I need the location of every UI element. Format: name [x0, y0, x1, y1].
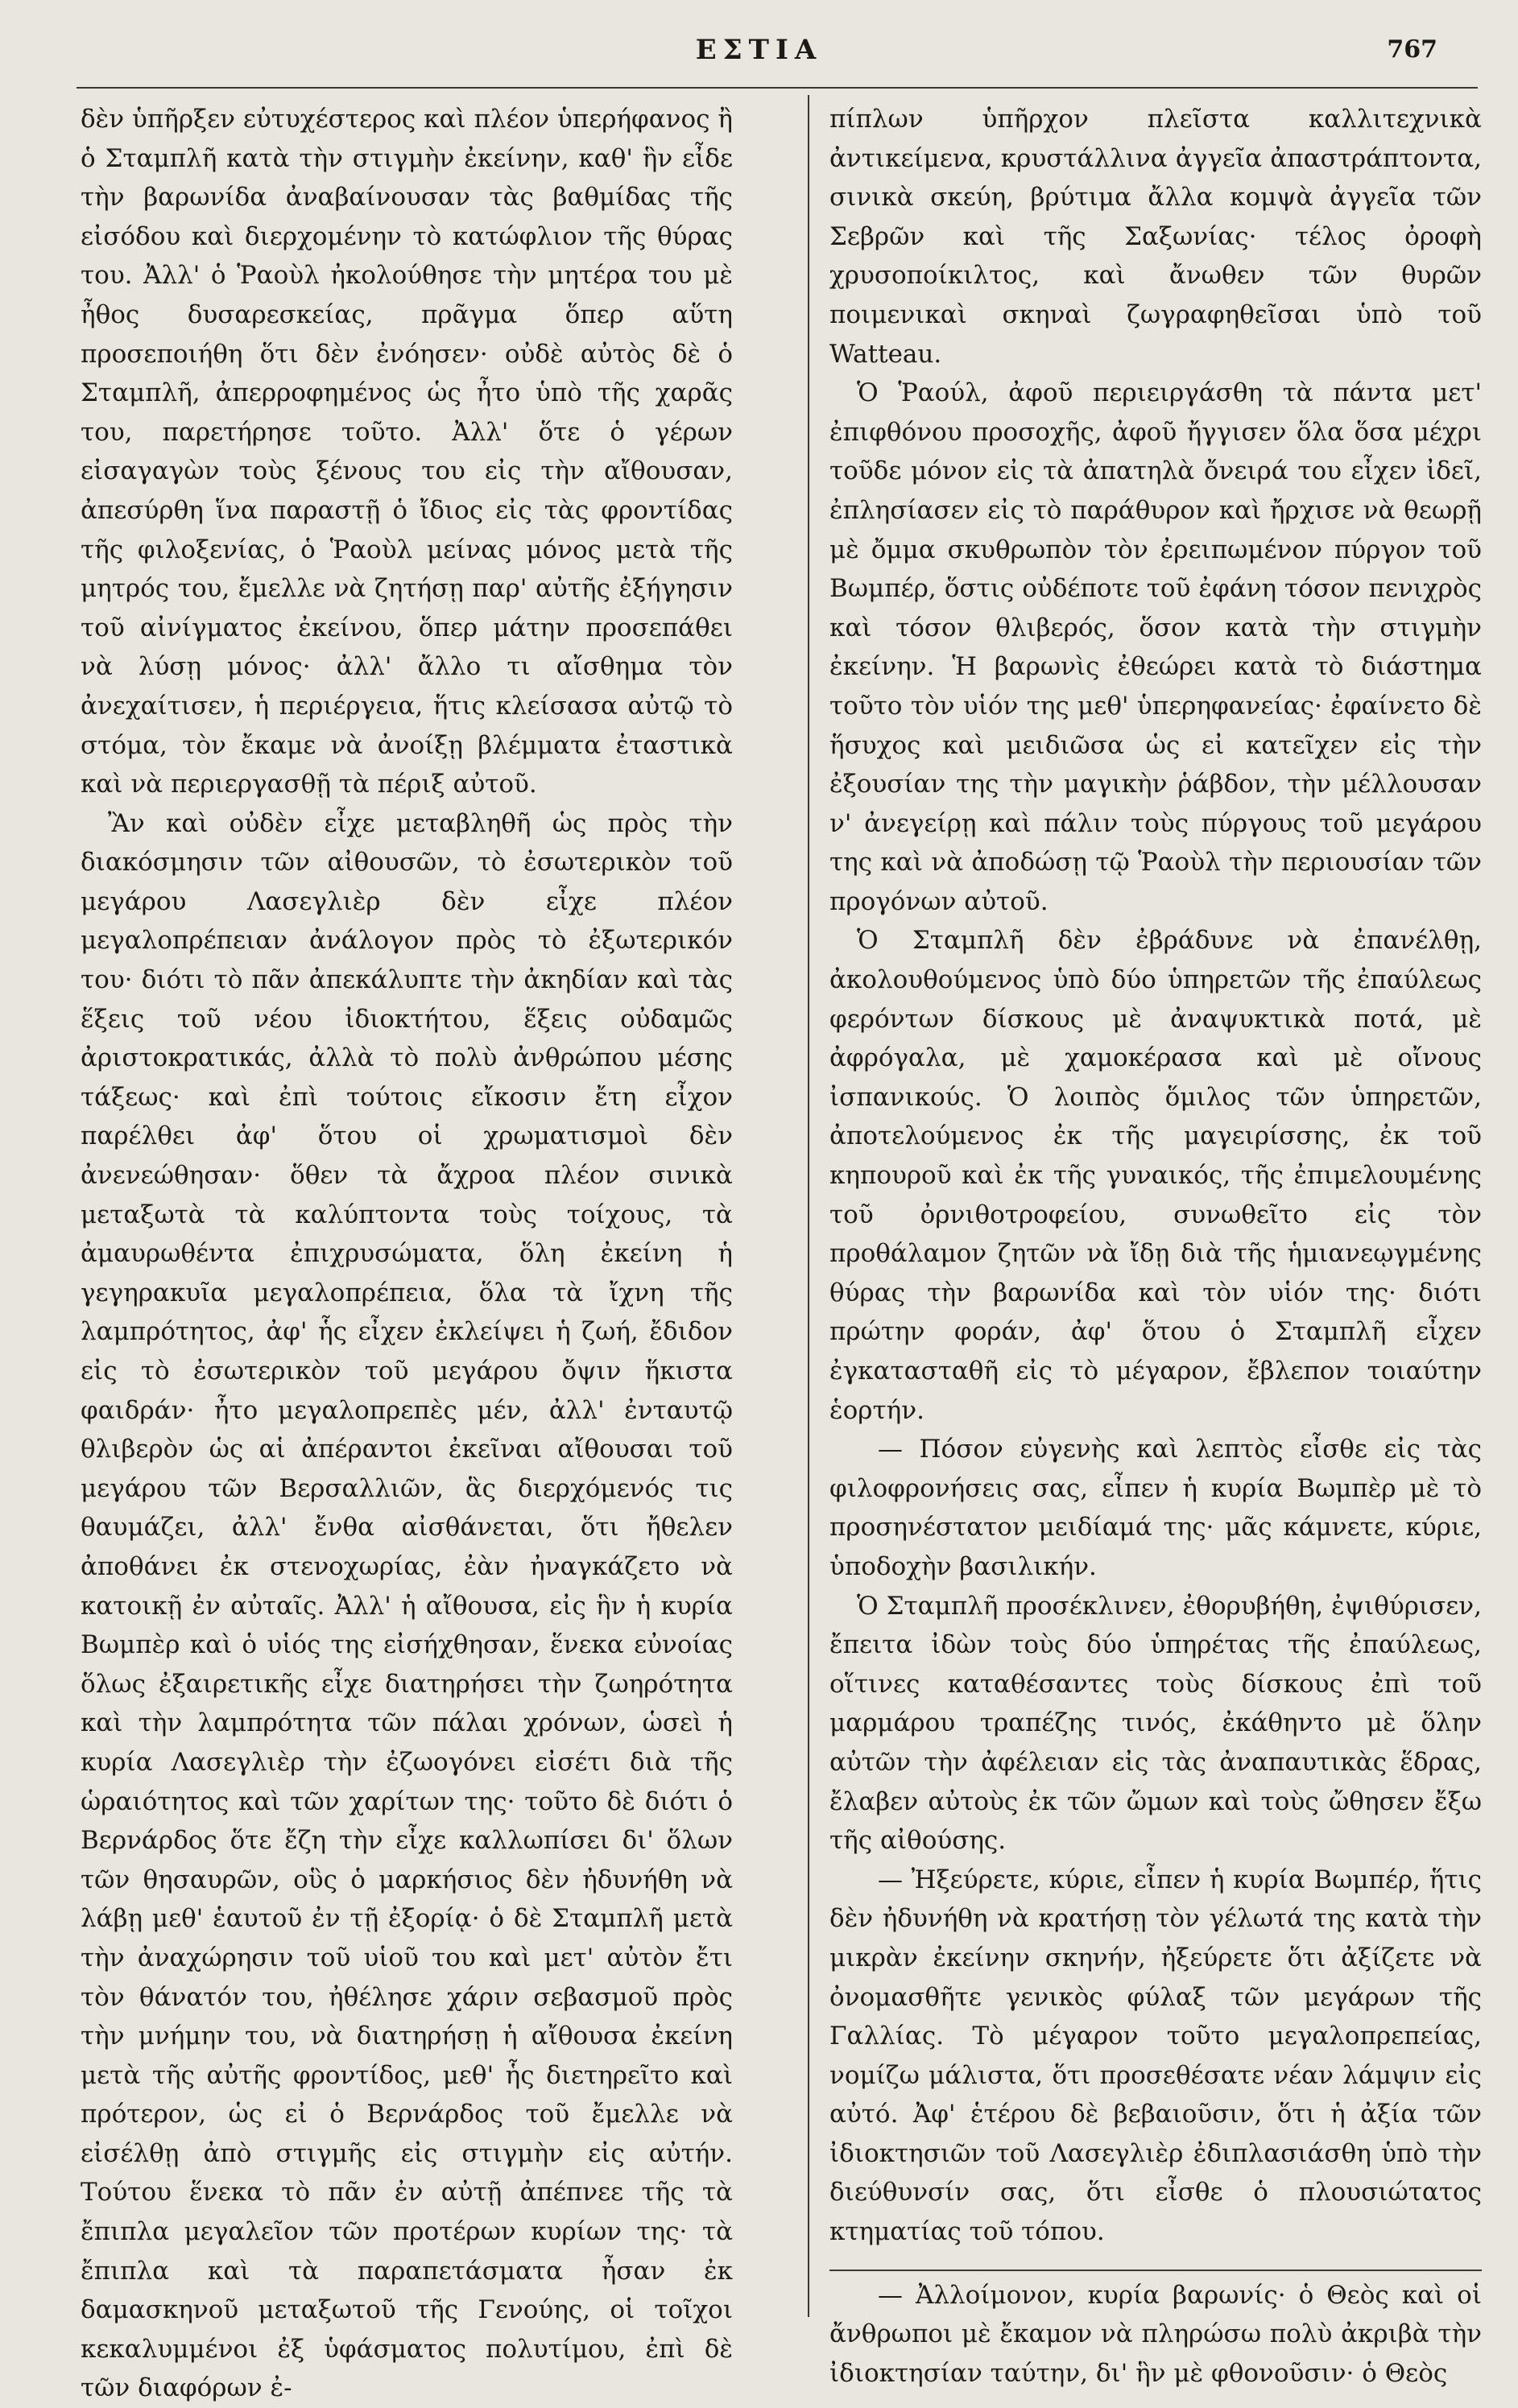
page-number: 767: [1387, 35, 1437, 64]
left-column: [81, 100, 733, 2408]
dialog-paragraph: — Πόσον εὐγενὴς καὶ λεπτὸς εἶσθε εἰς τὰς φιλοφρονήσεις σας, εἶπεν ἡ κυρία Βωμπὲρ μὲ τὸ προσηνέστατον μειδίαμά της· μᾶς κάμνετε, κύριε, ὑποδοχὴν βασιλικήν.: [829, 1435, 1482, 1581]
running-head: [0, 34, 1518, 82]
paragraph: δὲν ὑπῆρξεν εὐτυχέστερος καὶ πλέον ὑπερήφανος ἢ ὁ Σταμπλῆ κατὰ τὴν στιγμὴν ἐκείνην, καθ' ἣν εἶδε τὴν βαρωνίδα ἀναβαίνουσαν τὰς βαθμίδας τῆς εἰσόδου καὶ διερχομένην τὸ κατώφλιον τῆς θύρας του. Ἀλλ' ὁ Ῥαοὺλ ἠκολούθησε τὴν μητέρα του μὲ ἦθος δυσαρεσκείας, πρᾶγμα ὅπερ αὕτη προσεποιήθη ὅτι δὲν ἐνόησεν· οὐδὲ αὐτὸς δὲ ὁ Σταμπλῆ, ἀπερροφημένος ὡς ἦτο ὑπὸ τῆς χαρᾶς του, παρετήρησε τοῦτο. Ἀλλ' ὅτε ὁ γέρων εἰσαγαγὼν τοὺς ξένους του εἰς τὴν αἴθουσαν, ἀπεσύρθη ἵνα παραστῇ ὁ ἴδιος εἰς τὰς φροντίδας τῆς φιλοξενίας, ὁ Ῥαοὺλ μείνας μόνος μετὰ τῆς μητρός του, ἔμελλε νὰ ζητήσῃ παρ' αὐτῆς ἐξήγησιν τοῦ αἰνίγματος ἐκείνου, ὅπερ μάτην προσεπάθει νὰ λύσῃ μόνος· ἀλλ' ἄλλο τι αἴσθημα τὸν ἀνεχαίτισεν, ἡ περιέργεια, ἥτις κλείσασα αὐτῷ τὸ στόμα, τὸν ἔκαμε νὰ ἀνοίξῃ βλέμματα ἐταστικὰ καὶ νὰ περιεργασθῇ τὰ πέριξ αὐτοῦ.: [81, 105, 733, 799]
paragraph: Ὁ Σταμπλῆ προσέκλινεν, ἐθορυβήθη, ἐψιθύρισεν, ἔπειτα ἰδὼν τοὺς δύο ὑπηρέτας τῆς ἐπαύλεως, οἵτινες καταθέσαντες τοὺς δίσκους ἐπὶ τοῦ μαρμάρου τραπέζης τινός, ἐκάθηντο μὲ ὅλην αὐτῶν τὴν ἀφέλειαν εἰς τὰς ἀναπαυτικὰς ἕδρας, ἔλαβεν αὐτοὺς ἐκ τῶν ὤμων καὶ τοὺς ὤθησεν ἔξω τῆς αἰθούσης.: [829, 1591, 1482, 1856]
publication-title: ΕΣΤΙΑ: [695, 34, 823, 66]
paragraph: Ὁ Σταμπλῆ δὲν ἐβράδυνε νὰ ἐπανέλθῃ, ἀκολουθούμενος ὑπὸ δύο ὑπηρετῶν τῆς ἐπαύλεως φερόντων δίσκους μὲ ἀναψυκτικὰ ποτά, μὲ ἀφρόγαλα, μὲ χαμοκέρασα καὶ μὲ οἴνους ἰσπανικούς. Ὁ λοιπὸς ὅμιλος τῶν ὑπηρετῶν, ἀποτελούμενος ἐκ τῆς μαγειρίσσης, ἐκ τοῦ κηπουροῦ καὶ ἐκ τῆς γυναικός, τῆς ἐπιμελουμένης τοῦ ὀρνιθοτροφείου, συνωθεῖτο εἰς τὸν προθάλαμον ζητῶν νὰ ἴδῃ διὰ τῆς ἡμιανεῳγμένης θύρας τὴν βαρωνίδα καὶ τὸν υἱόν της· διότι πρώτην φοράν, ἀφ' ὅτου ὁ Σταμπλῆ εἶχεν ἐγκατασταθῆ εἰς τὸ μέγαρον, ἔβλεπον τοιαύτην ἑορτήν.: [829, 926, 1482, 1425]
right-column: [829, 100, 1482, 2393]
header-rule: [77, 87, 1478, 89]
paragraph: Ἂν καὶ οὐδὲν εἶχε μεταβληθῆ ὡς πρὸς τὴν διακόσμησιν τῶν αἰθουσῶν, τὸ ἐσωτερικὸν τοῦ μεγάρου Λασεγλιὲρ δὲν εἶχε πλέον μεγαλοπρέπειαν ἀνάλογον πρὸς τὸ ἐξωτερικόν του· διότι τὸ πᾶν ἀπεκάλυπτε τὴν ἀκηδίαν καὶ τὰς ἕξεις τοῦ νέου ἰδιοκτήτου, ἕξεις οὐδαμῶς ἀριστοκρατικάς, ἀλλὰ τὸ πολὺ ἀνθρώπου μέσης τάξεως· καὶ ἐπὶ τούτοις εἴκοσιν ἔτη εἶχον παρέλθει ἀφ' ὅτου οἱ χρωματισμοὶ δὲν ἀνενεώθησαν· ὅθεν τὰ ἄχροα πλέον σινικὰ μεταξωτὰ τὰ καλύπτοντα τοὺς τοίχους, τὰ ἀμαυρωθέντα ἐπιχρυσώματα, ὅλη ἐκείνη ἡ γεγηρακυῖα μεγαλοπρέπεια, ὅλα τὰ ἴχνη τῆς λαμπρότητος, ἀφ' ἧς εἶχεν ἐκλείψει ἡ ζωή, ἔδιδον εἰς τὸ ἐσωτερικὸν τοῦ μεγάρου ὄψιν ἥκιστα φαιδράν· ἦτο μεγαλοπρεπὲς μέν, ἀλλ' ἐνταυτῷ θλιβερὸν ὡς αἱ ἀπέραντοι ἐκεῖναι αἴθουσαι τοῦ μεγάρου τῶν Βερσαλλιῶν, ἃς διερχόμενός τις θαυμάζει, ἀλλ' ἔνθα αἰσθάνεται, ὅτι ἤθελεν ἀποθάνει ἐκ στενοχωρίας, ἐὰν ἠναγκάζετο νὰ κατοικῇ ἐν αὐταῖς. Ἀλλ' ἡ αἴθουσα, εἰς ἣν ἡ κυρία Βωμπὲρ καὶ ὁ υἱός της εἰσήχθησαν, ἕνεκα εὐνοίας ὅλως ἐξαιρετικῆς εἶχε διατηρήσει τὴν ζωηρότητα καὶ τὴν λαμπρότητα τῶν πάλαι χρόνων, ὡσεὶ ἡ κυρία Λασεγλιὲρ τὴν ἐζωογόνει εἰσέτι διὰ τῆς ὡραιότητος καὶ τῶν χαρίτων της· τοῦτο δὲ διότι ὁ Βερνάρδος ὅτε ἔζη τὴν εἶχε καλλωπίσει δι' ὅλων τῶν θησαυρῶν, οὓς ὁ μαρκήσιος δὲν ἠδυνήθη νὰ λάβῃ μεθ' ἑαυτοῦ ἐν τῇ ἐξορίᾳ· ὁ δὲ Σταμπλῆ μετὰ τὴν ἀναχώρησιν τοῦ υἱοῦ του καὶ μετ' αὐτὸν ἔτι τὸν θάνατόν του, ἠθέλησε χάριν σεβασμοῦ πρὸς τὴν μνήμην του, νὰ διατηρήσῃ ἡ αἴθουσα ἐκείνη μετὰ τῆς αὐτῆς φροντίδος, μεθ' ἧς διετηρεῖτο καὶ πρότερον, ὡς εἰ ὁ Βερνάρδος τοῦ ἔμελλε νὰ εἰσέλθῃ ἀπὸ στιγμῆς εἰς στιγμὴν εἰς αὐτήν. Τούτου ἕνεκα τὸ πᾶν ἐν αὐτῇ ἀπέπνεε τῆς τὰ ἔπιπλα μεγαλεῖον τῶν προτέρων κυρίων της· τὰ ἔπιπλα καὶ τὰ παραπετάσματα ἦσαν ἐκ δαμασκηνοῦ μεταξωτοῦ τῆς Γενούης, οἱ τοῖχοι κεκαλυμμένοι ἐξ ὑφάσματος πολυτίμου, ἐπὶ δὲ τῶν διαφόρων ἐ-: [81, 808, 733, 2403]
section-rule: [829, 2270, 1482, 2271]
dialog-paragraph: — Ἀλλοίμονον, κυρία βαρωνίς· ὁ Θεὸς καὶ οἱ ἄνθρωποι μὲ ἔκαμον νὰ πληρώσω πολὺ ἀκριβὰ τὴν ἰδιοκτησίαν ταύτην, δι' ἣν μὲ φθονοῦσιν· ὁ Θεὸς: [829, 2280, 1482, 2388]
dialog-paragraph: — Ἠξεύρετε, κύριε, εἶπεν ἡ κυρία Βωμπέρ, ἥτις δὲν ἠδυνήθη νὰ κρατήσῃ τὸν γέλωτά της κατὰ τὴν μικρὰν ἐκείνην σκηνήν, ἠξεύρετε ὅτι ἀξίζετε νὰ ὀνομασθῆτε γενικὸς φύλαξ τῶν μεγάρων τῆς Γαλλίας. Τὸ μέγαρον τοῦτο μεγαλοπρεπείας, νομίζω μάλιστα, ὅτι προσεθέσατε νέαν λάμψιν εἰς αὐτό. Ἀφ' ἑτέρου δὲ βεβαιοῦσιν, ὅτι ἡ ἀξία τῶν ἰδιοκτησιῶν τοῦ Λασεγλιὲρ ἐδιπλασιάσθη ὑπὸ τὴν διεύθυνσίν σας, ὅτι εἶσθε ὁ πλουσιώτατος κτηματίας τοῦ τόπου.: [829, 1865, 1482, 2247]
paragraph: πίπλων ὑπῆρχον πλεῖστα καλλιτεχνικὰ ἀντικείμενα, κρυστάλλινα ἀγγεῖα ἀπαστράπτοντα, σινικὰ σκεύη, βρύτιμα ἄλλα κομψὰ ἀγγεῖα τῶν Σεβρῶν καὶ τῆς Σαξωνίας· τέλος ὀροφὴ χρυσοποίκιλτος, καὶ ἄνωθεν τῶν θυρῶν ποιμενικαὶ σκηναὶ ζωγραφηθεῖσαι ὑπὸ τοῦ Watteau.: [829, 105, 1482, 369]
column-divider: [808, 95, 809, 2317]
paragraph: Ὁ Ῥαούλ, ἀφοῦ περιειργάσθη τὰ πάντα μετ' ἐπιφθόνου προσοχῆς, ἀφοῦ ἤγγισεν ὅλα ὅσα μέχρι τοῦδε μόνον εἰς τὰ ἀπατηλὰ ὄνειρά του εἶχεν ἰδεῖ, ἐπλησίασεν εἰς τὸ παράθυρον καὶ ἤρχισε νὰ θεωρῇ μὲ ὄμμα σκυθρωπὸν τὸν ἐρειπωμένον πύργον τοῦ Βωμπέρ, ὅστις οὐδέποτε τοῦ ἐφάνη τόσον πενιχρὸς καὶ τόσον θλιβερός, ὅσον κατὰ τὴν στιγμὴν ἐκείνην. Ἡ βαρωνὶς ἐθεώρει κατὰ τὸ διάστημα τοῦτο τὸν υἱόν της μεθ' ὑπερηφανείας· ἐφαίνετο δὲ ἥσυχος καὶ μειδιῶσα ὡς εἰ κατεῖχεν εἰς τὴν ἐξουσίαν της τὴν μαγικὴν ῥάβδον, τὴν μέλλουσαν ν' ἀνεγείρῃ καὶ πάλιν τοὺς πύργους τοῦ μεγάρου της καὶ νὰ ἀποδώσῃ τῷ Ῥαοὺλ τὴν περιουσίαν τῶν προγόνων αὐτοῦ.: [829, 378, 1482, 916]
